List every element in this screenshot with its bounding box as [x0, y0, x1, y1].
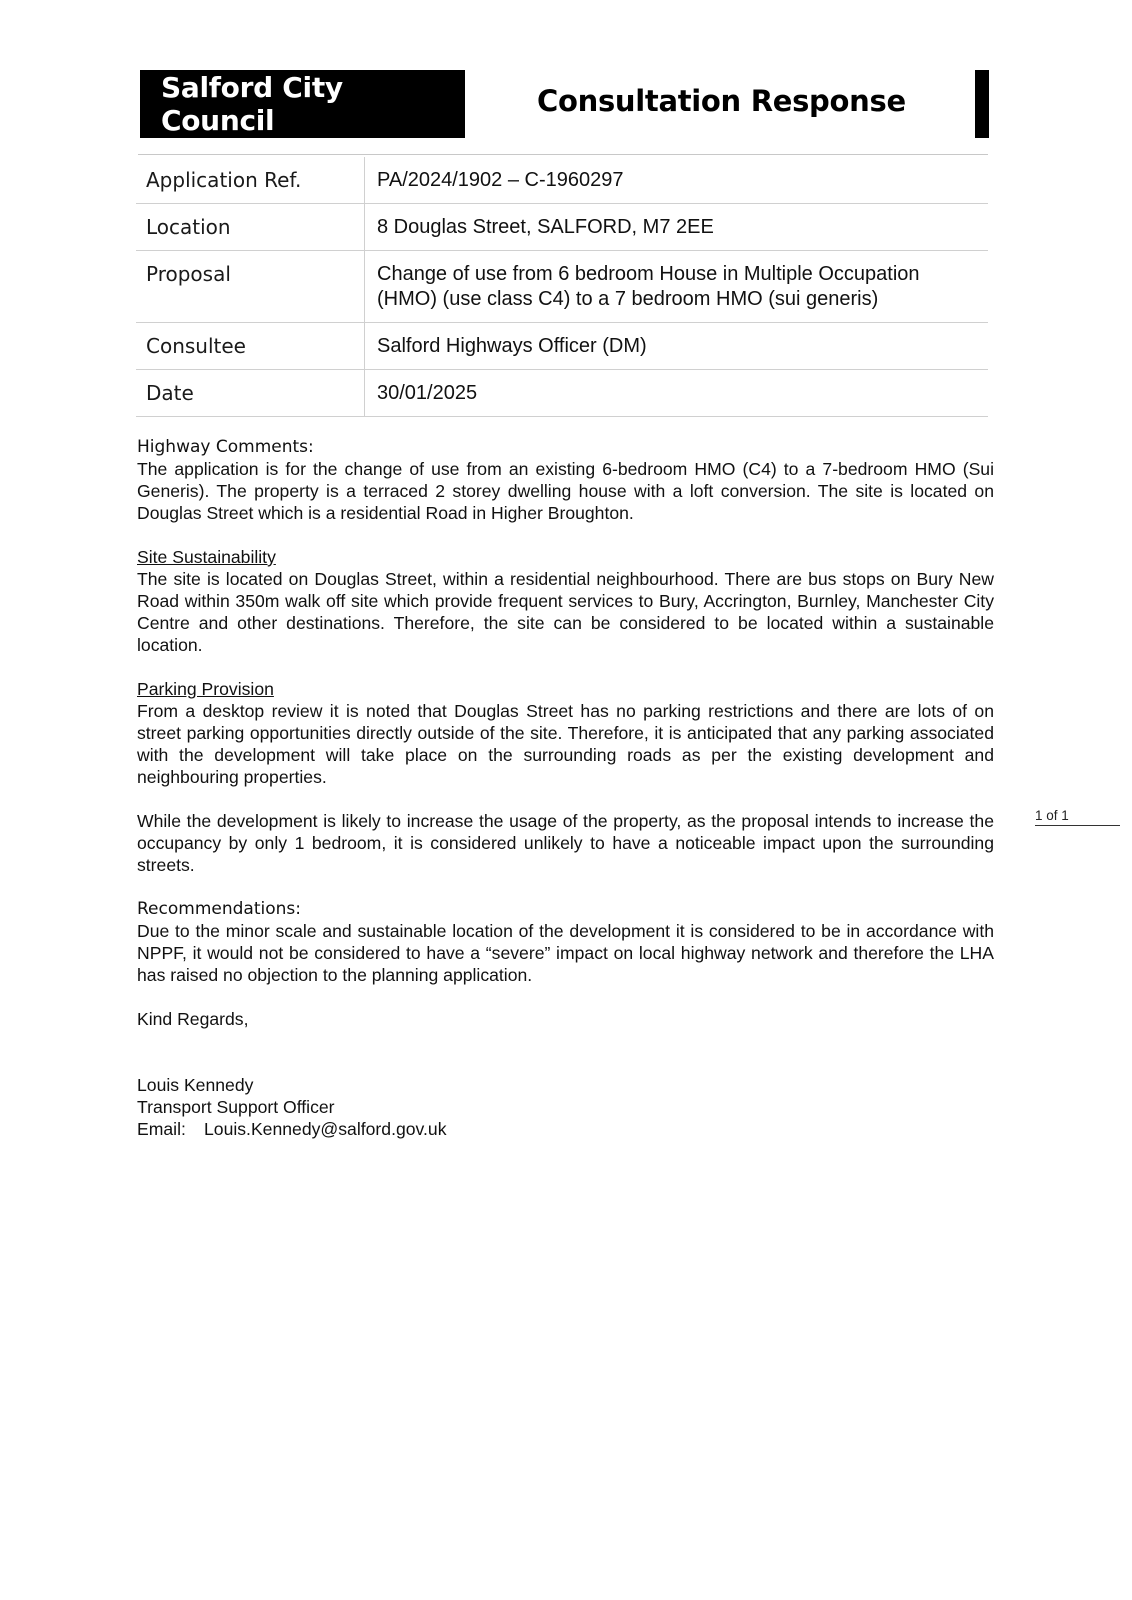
application-details-table	[136, 157, 988, 417]
proposal-value-line-1: Change of use from 6 bedroom House in Multiple Occupation	[377, 263, 920, 285]
document-title: Consultation Response	[537, 84, 906, 118]
signature-block	[137, 1074, 994, 1140]
signatory-name: Louis Kennedy	[137, 1075, 254, 1095]
details-row-date	[136, 370, 988, 417]
details-row-location	[136, 204, 988, 251]
header-divider	[138, 154, 988, 155]
signatory-role: Transport Support Officer	[137, 1097, 335, 1117]
location-value: 8 Douglas Street, SALFORD, M7 2EE	[365, 204, 989, 251]
details-row-proposal	[136, 251, 988, 323]
site-sustainability-text: The site is located on Douglas Street, within a residential neighbourhood. There are bus stops on Bury New Road within 350m walk off site which provide frequent services to Bury, Accrington, Burnley, Manchester City Centre and other destinations. Therefore, the site can be considered to be located within a sustainable location.	[137, 569, 994, 655]
parking-provision-text: From a desktop review it is noted that Douglas Street has no parking restrictions and there are lots of on street parking opportunities directly outside of the site. Therefore, it is anticipated that any parking associated with the development will take place on the surrounding roads as per the existing development and neighbouring properties.	[137, 701, 994, 787]
date-label: Date	[136, 370, 365, 417]
recommendations-text: Due to the minor scale and sustainable location of the development it is considered to be in accordance with NPPF, it would not be considered to have a “severe” impact on local highway network and therefore the LHA has raised no objection to the planning application.	[137, 921, 994, 985]
proposal-label: Proposal	[136, 251, 365, 323]
council-name: Salford City Council	[161, 71, 343, 137]
closing-text: Kind Regards,	[137, 1009, 249, 1029]
details-row-consultee	[136, 323, 988, 370]
email-address[interactable]: Louis.Kennedy@salford.gov.uk	[204, 1119, 447, 1139]
consultee-label: Consultee	[136, 323, 365, 370]
response-body	[137, 436, 994, 1140]
header-bar-decoration	[975, 70, 989, 138]
site-sustainability-section	[137, 546, 994, 656]
highway-comments-heading: Highway Comments:	[137, 437, 314, 457]
recommendations-heading: Recommendations:	[137, 899, 301, 919]
email-label: Email:	[137, 1119, 186, 1139]
signatory-email-line	[137, 1118, 994, 1140]
consultee-value: Salford Highways Officer (DM)	[365, 323, 989, 370]
details-row-application-ref	[136, 157, 988, 204]
page-indicator: 1 of 1	[1035, 808, 1120, 826]
parking-provision-section	[137, 678, 994, 788]
site-sustainability-heading: Site Sustainability	[137, 547, 276, 567]
parking-provision-heading: Parking Provision	[137, 679, 274, 699]
parking-impact-paragraph: While the development is likely to increase the usage of the property, as the proposal intends to increase the occupancy by only 1 bedroom, it is considered unlikely to have a noticeable impact upon the surrounding streets.	[137, 811, 994, 875]
highway-comments-section	[137, 436, 994, 524]
recommendations-section	[137, 898, 994, 986]
application-ref-label: Application Ref.	[136, 157, 365, 204]
highway-comments-text: The application is for the change of use from an existing 6-bedroom HMO (C4) to a 7-bedroom HMO (Sui Generis). The property is a terraced 2 storey dwelling house with a loft conversion. The site is located on Douglas Street which is a residential Road in Higher Broughton.	[137, 459, 994, 523]
proposal-value-line-2: (HMO) (use class C4) to a 7 bedroom HMO (sui generis)	[377, 288, 879, 310]
date-value: 30/01/2025	[365, 370, 989, 417]
application-ref-value: PA/2024/1902 – C-1960297	[365, 157, 989, 204]
proposal-value	[365, 251, 989, 323]
council-logo	[140, 70, 465, 138]
location-label: Location	[136, 204, 365, 251]
